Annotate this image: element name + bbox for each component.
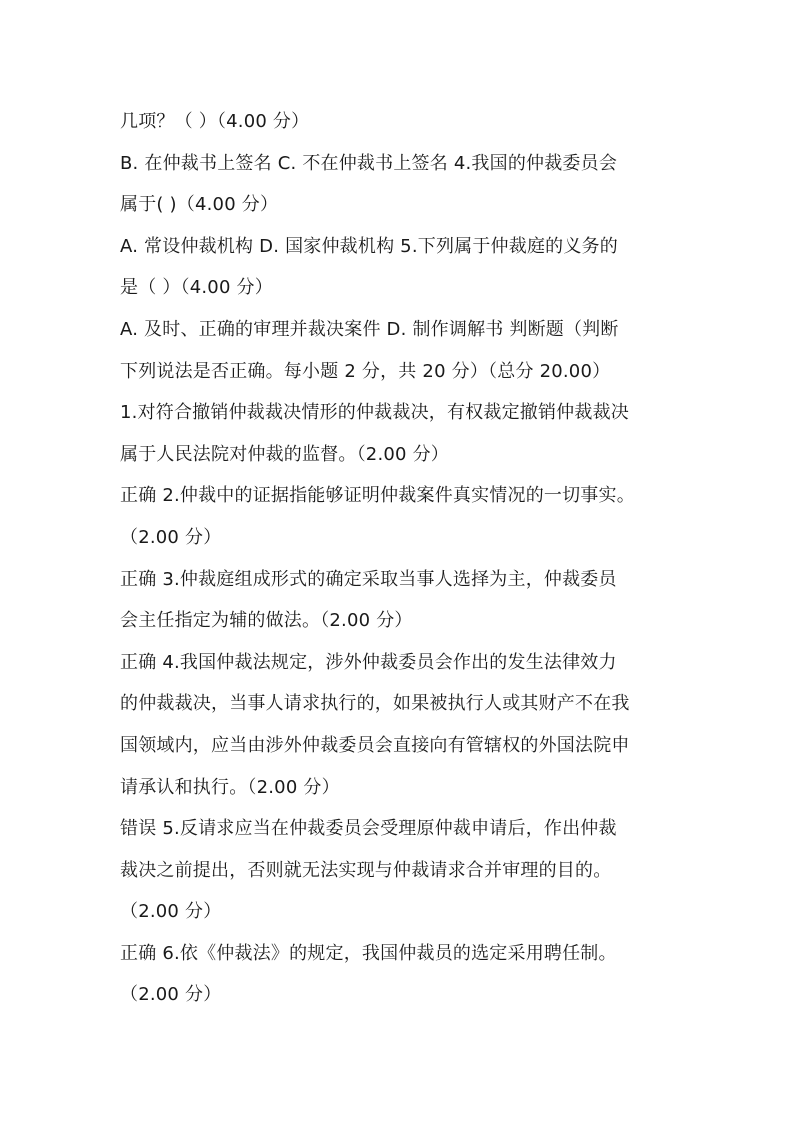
text-line: 的仲裁裁决，当事人请求执行的，如果被执行人或其财产不在我 bbox=[120, 693, 630, 715]
text-line: A. 常设仲裁机构 D. 国家仲裁机构 5.下列属于仲裁庭的义务的 bbox=[120, 235, 618, 257]
text-line: 下列说法是否正确。每小题 2 分，共 20 分）（总分 20.00） bbox=[120, 360, 611, 382]
text-line: 1.对符合撤销仲裁裁决情形的仲裁裁决，有权裁定撤销仲裁裁决 bbox=[120, 402, 629, 424]
text-line: 属于( )（4.00 分） bbox=[120, 194, 279, 216]
text-line: （2.00 分） bbox=[120, 901, 222, 923]
text-line: 正确 3.仲裁庭组成形式的确定采取当事人选择为主，仲裁委员 bbox=[120, 568, 617, 590]
text-line: 几项？（ ）（4.00 分） bbox=[120, 111, 310, 132]
text-line: 国领域内，应当由涉外仲裁委员会直接向有管辖权的外国法院申 bbox=[120, 734, 630, 756]
text-line: （2.00 分） bbox=[120, 984, 222, 1006]
text-line: 会主任指定为辅的做法。（2.00 分） bbox=[120, 610, 413, 632]
text-line: A. 及时、正确的审理并裁决案件 D. 制作调解书 判断题（判断 bbox=[120, 318, 619, 340]
text-line: 错误 5.反请求应当在仲裁委员会受理原仲裁申请后，作出仲裁 bbox=[120, 818, 617, 840]
text-line: 正确 2.仲裁中的证据指能够证明仲裁案件真实情况的一切事实。 bbox=[120, 485, 635, 507]
text-line: 属于人民法院对仲裁的监督。（2.00 分） bbox=[120, 443, 449, 465]
text-line: 正确 4.我国仲裁法规定，涉外仲裁委员会作出的发生法律效力 bbox=[120, 651, 617, 673]
text-line: 正确 6.依《仲裁法》的规定，我国仲裁员的选定采用聘任制。 bbox=[120, 942, 617, 964]
text-line: 是（ ）（4.00 分） bbox=[120, 277, 273, 299]
text-line: 请承认和执行。（2.00 分） bbox=[120, 776, 340, 798]
text-line: （2.00 分） bbox=[120, 526, 222, 548]
document-body bbox=[120, 101, 680, 1016]
text-line: B. 在仲裁书上签名 C. 不在仲裁书上签名 4.我国的仲裁委员会 bbox=[120, 152, 618, 174]
text-line: 裁决之前提出，否则就无法实现与仲裁请求合并审理的目的。 bbox=[120, 859, 612, 881]
